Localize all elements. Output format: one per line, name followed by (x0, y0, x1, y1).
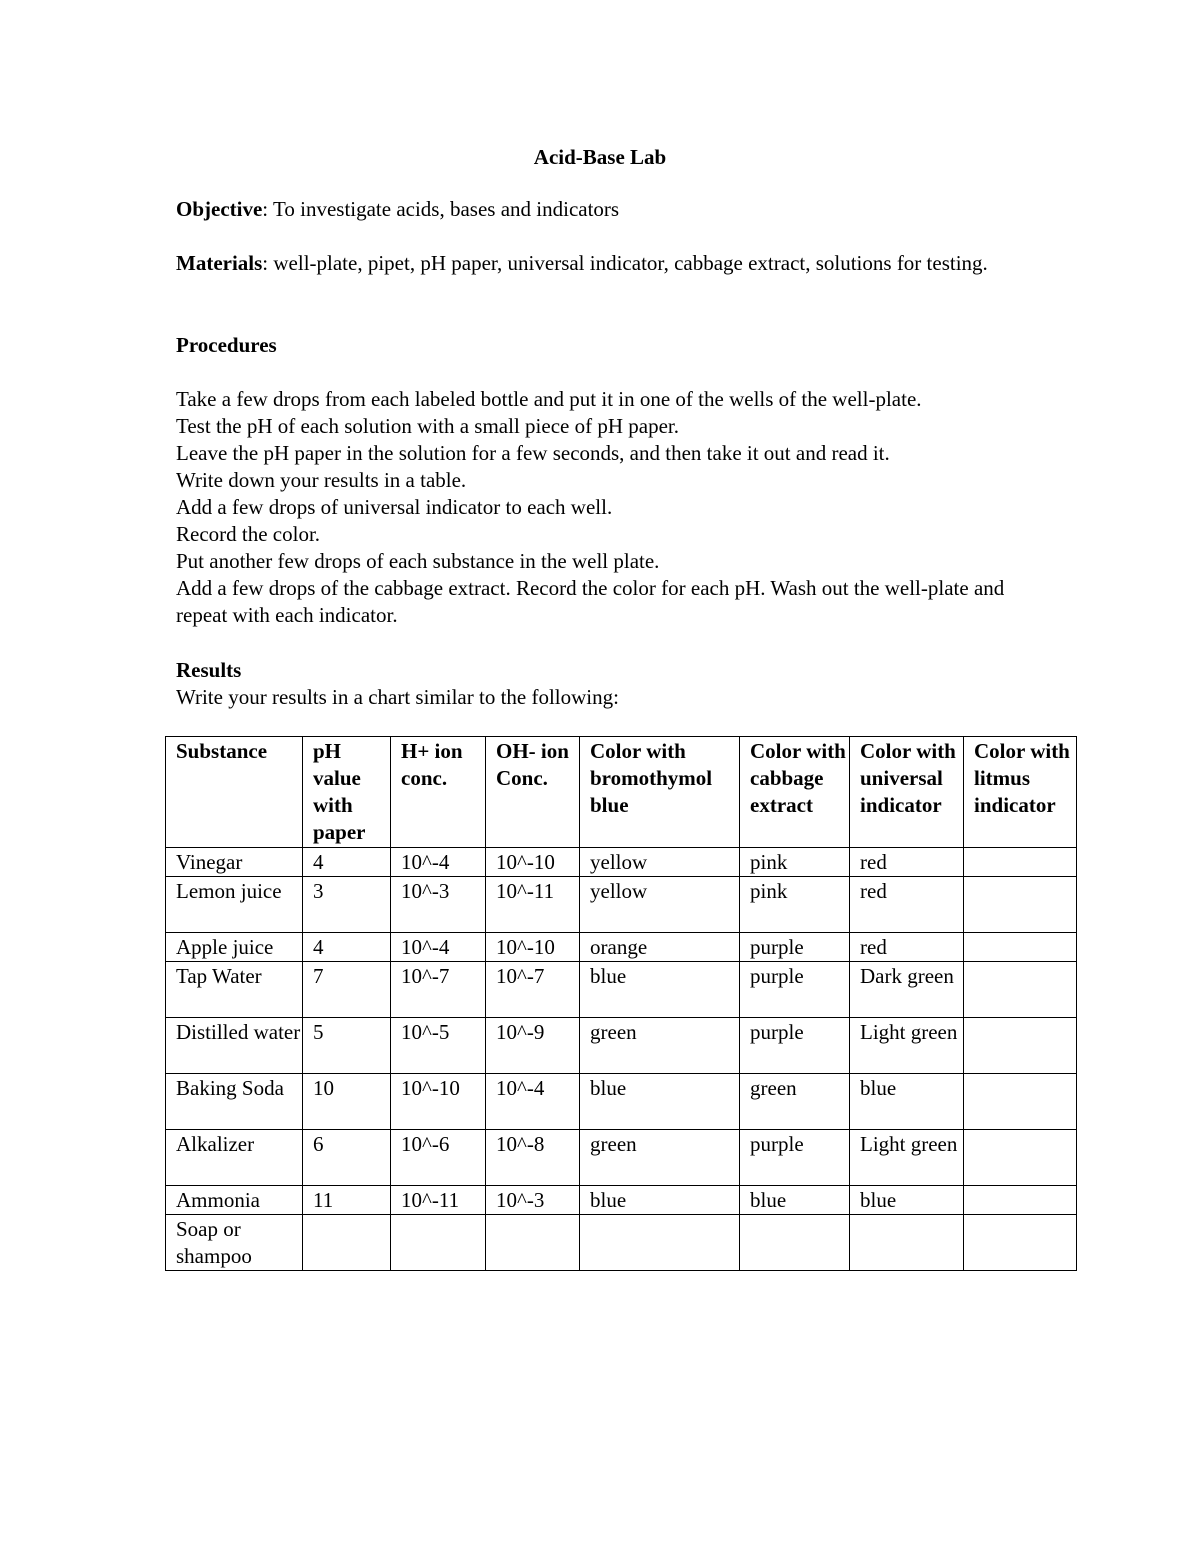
table-cell: 10^-4 (486, 1074, 580, 1130)
table-cell (964, 1130, 1077, 1186)
table-cell (486, 1215, 580, 1271)
table-cell: 10^-10 (486, 933, 580, 962)
table-cell: Dark green (850, 962, 964, 1018)
table-cell: 10^-6 (391, 1130, 486, 1186)
table-cell: purple (740, 1018, 850, 1074)
materials-paragraph (176, 250, 1026, 277)
table-cell: Alkalizer (166, 1130, 303, 1186)
table-cell: pink (740, 877, 850, 933)
procedure-step: Add a few drops of the cabbage extract. Record the color for each pH. Wash out the well-plate and repeat with each indicator. (176, 576, 1005, 627)
table-cell (740, 1215, 850, 1271)
table-cell: 4 (303, 848, 391, 877)
table-cell (964, 1074, 1077, 1130)
objective-label: Objective (176, 197, 263, 221)
column-header: H+ ion conc. (391, 737, 486, 848)
table-cell (964, 1186, 1077, 1215)
table-cell: 10^-8 (486, 1130, 580, 1186)
column-header: Substance (166, 737, 303, 848)
table-cell: 7 (303, 962, 391, 1018)
table-cell: Light green (850, 1130, 964, 1186)
table-cell: 11 (303, 1186, 391, 1215)
procedures-list (176, 386, 1026, 629)
table-row (166, 1186, 1077, 1215)
table-cell (964, 933, 1077, 962)
table-row (166, 1215, 1077, 1271)
table-cell: 10 (303, 1074, 391, 1130)
column-header: Color with cabbage extract (740, 737, 850, 848)
table-cell (580, 1215, 740, 1271)
table-cell: green (580, 1018, 740, 1074)
table-cell: 10^-11 (486, 877, 580, 933)
table-cell: red (850, 877, 964, 933)
table-row (166, 877, 1077, 933)
procedure-step: Write down your results in a table. (176, 468, 467, 492)
column-header: OH- ion Conc. (486, 737, 580, 848)
table-cell: purple (740, 962, 850, 1018)
procedure-step: Leave the pH paper in the solution for a few seconds, and then take it out and read it. (176, 441, 890, 465)
table-cell: 10^-11 (391, 1186, 486, 1215)
table-cell: Apple juice (166, 933, 303, 962)
table-cell: 5 (303, 1018, 391, 1074)
table-cell: blue (850, 1074, 964, 1130)
table-row (166, 848, 1077, 877)
materials-label: Materials (176, 251, 263, 275)
table-cell (850, 1215, 964, 1271)
table-cell (964, 1215, 1077, 1271)
table-cell: Tap Water (166, 962, 303, 1018)
results-heading: Results (176, 658, 242, 682)
table-cell (391, 1215, 486, 1271)
table-cell: purple (740, 1130, 850, 1186)
table-cell (303, 1215, 391, 1271)
procedures-heading: Procedures (176, 333, 277, 357)
procedure-step: Add a few drops of universal indicator to each well. (176, 495, 613, 519)
procedure-step: Put another few drops of each substance in the well plate. (176, 549, 660, 573)
procedure-step: Record the color. (176, 522, 321, 546)
table-header-row (166, 737, 1077, 848)
table-cell: blue (740, 1186, 850, 1215)
table-cell: blue (580, 1186, 740, 1215)
table-cell: Vinegar (166, 848, 303, 877)
table-cell: red (850, 848, 964, 877)
table-cell: 10^-3 (391, 877, 486, 933)
table-row (166, 1130, 1077, 1186)
table-cell: 6 (303, 1130, 391, 1186)
table-cell: green (740, 1074, 850, 1130)
table-cell (964, 848, 1077, 877)
table-cell: blue (580, 1074, 740, 1130)
table-cell: blue (850, 1186, 964, 1215)
column-header: Color with bromothymol blue (580, 737, 740, 848)
table-cell: Light green (850, 1018, 964, 1074)
table-cell: 3 (303, 877, 391, 933)
table-cell: 10^-10 (391, 1074, 486, 1130)
table-cell: yellow (580, 848, 740, 877)
table-row (166, 962, 1077, 1018)
column-header: pH value with paper (303, 737, 391, 848)
results-table (165, 736, 1077, 1271)
procedure-step: Test the pH of each solution with a small piece of pH paper. (176, 414, 679, 438)
table-row (166, 933, 1077, 962)
table-cell: 10^-5 (391, 1018, 486, 1074)
table-cell: Ammonia (166, 1186, 303, 1215)
objective-paragraph (176, 196, 1026, 223)
table-cell: 10^-10 (486, 848, 580, 877)
table-cell: green (580, 1130, 740, 1186)
page-title: Acid-Base Lab (533, 145, 667, 169)
table-cell: orange (580, 933, 740, 962)
table-cell: red (850, 933, 964, 962)
table-cell (964, 962, 1077, 1018)
table-cell: yellow (580, 877, 740, 933)
column-header: Color with universal indicator (850, 737, 964, 848)
results-intro: Write your results in a chart similar to the following: (176, 685, 619, 709)
table-row (166, 1074, 1077, 1130)
table-cell: 10^-3 (486, 1186, 580, 1215)
table-cell: blue (580, 962, 740, 1018)
table-cell: 10^-7 (486, 962, 580, 1018)
table-cell (964, 877, 1077, 933)
table-cell: 10^-4 (391, 848, 486, 877)
table-cell: pink (740, 848, 850, 877)
column-header: Color with litmus indicator (964, 737, 1077, 848)
materials-text: : well-plate, pipet, pH paper, universal indicator, cabbage extract, solutions for testing. (262, 251, 988, 275)
table-cell: 10^-9 (486, 1018, 580, 1074)
table-cell (964, 1018, 1077, 1074)
table-cell: Soap or shampoo (166, 1215, 303, 1271)
table-cell: 4 (303, 933, 391, 962)
procedure-step: Take a few drops from each labeled bottle and put it in one of the wells of the well-plate. (176, 387, 922, 411)
table-cell: purple (740, 933, 850, 962)
table-cell: 10^-4 (391, 933, 486, 962)
table-cell: Baking Soda (166, 1074, 303, 1130)
table-cell: Distilled water (166, 1018, 303, 1074)
table-cell: 10^-7 (391, 962, 486, 1018)
objective-text: : To investigate acids, bases and indicators (262, 197, 620, 221)
table-cell: Lemon juice (166, 877, 303, 933)
table-row (166, 1018, 1077, 1074)
